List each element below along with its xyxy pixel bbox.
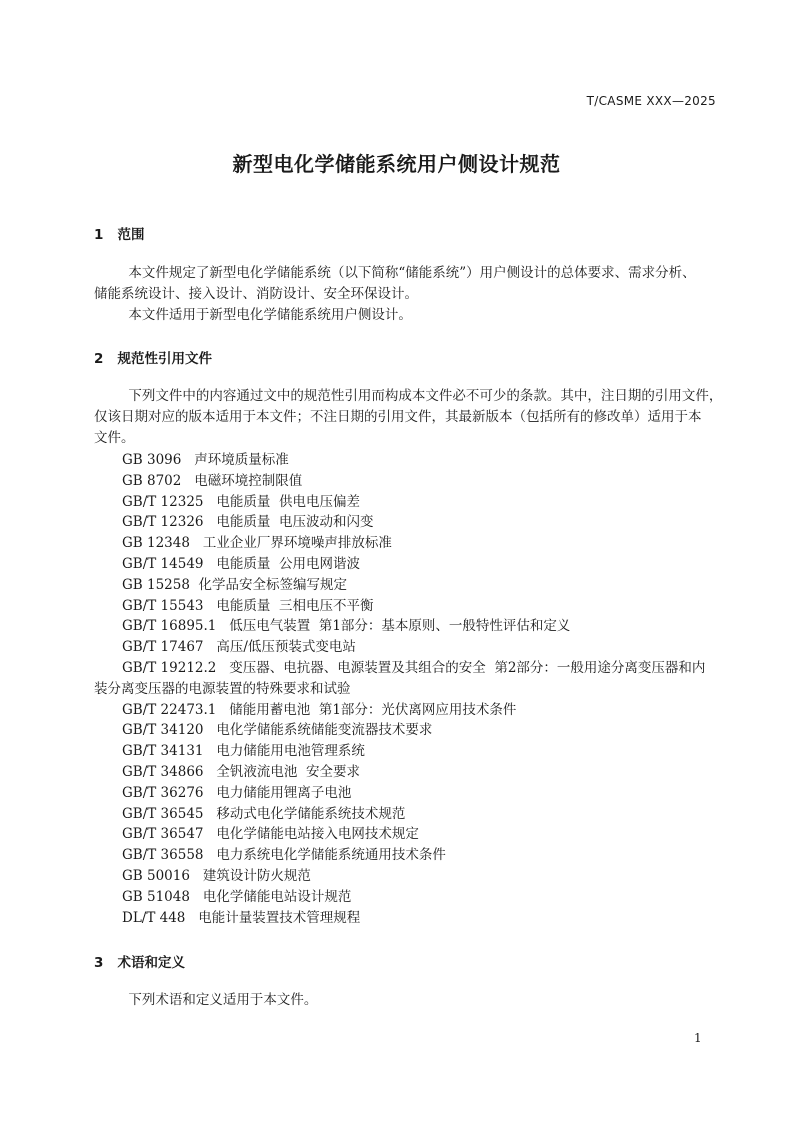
reference-item: GB/T 16895.1 低压电气装置 第1部分：基本原则、一般特性评估和定义 [122, 618, 571, 635]
reference-item: GB/T 34866 全钒液流电池 安全要求 [122, 763, 360, 780]
section-1-heading: 1 范围 [94, 227, 145, 243]
document-title: 新型电化学储能系统用户侧设计规范 [232, 152, 561, 176]
reference-item: GB/T 34120 电化学储能系统储能变流器技术要求 [122, 722, 433, 739]
reference-item: GB/T 22473.1 储能用蓄电池 第1部分：光伏离网应用技术条件 [122, 701, 517, 718]
reference-item: GB 8702 电磁环境控制限值 [122, 472, 303, 489]
reference-item: GB 15258 化学品安全标签编写规定 [122, 576, 348, 593]
page-number: 1 [694, 1031, 702, 1045]
reference-item: GB/T 12326 电能质量 电压波动和闪变 [122, 514, 374, 531]
scope-paragraph-1: 本文件规定了新型电化学储能系统（以下简称“储能系统”）用户侧设计的总体要求、需求分析、 储能系统设计、接入设计、消防设计、安全环保设计。 [94, 265, 696, 302]
reference-item: GB/T 14549 电能质量 公用电网谐波 [122, 555, 360, 572]
reference-list [94, 450, 717, 928]
terms-paragraph: 下列术语和定义适用于本文件。 [94, 992, 318, 1008]
reference-item: GB/T 17467 高压/低压预装式变电站 [122, 639, 356, 656]
reference-item: GB 50016 建筑设计防火规范 [122, 867, 311, 884]
normative-references-intro: 下列文件中的内容通过文中的规范性引用而构成本文件必不可少的条款。其中，注日期的引用文件， 仅该日期对应的版本适用于本文件；不注日期的引用文件，其最新版本（包括所有的修改单）适用于本 文件。 [94, 388, 723, 446]
section-3-heading: 3 术语和定义 [94, 955, 185, 971]
reference-item: GB/T 34131 电力储能用电池管理系统 [122, 743, 365, 760]
section-2-heading: 2 规范性引用文件 [94, 351, 212, 367]
reference-item: DL/T 448 电能计量装置技术管理规程 [122, 909, 361, 926]
reference-item: GB/T 36276 电力储能用锂离子电池 [122, 784, 352, 801]
reference-item: GB/T 19212.2 变压器、电抗器、电源装置及其组合的安全 第2部分：一般用途分离变压器和内 装分离变压器的电源装置的特殊要求和试验 [94, 659, 706, 697]
reference-item: GB 12348 工业企业厂界环境噪声排放标准 [122, 535, 392, 552]
reference-item: GB 51048 电化学储能电站设计规范 [122, 888, 352, 905]
reference-item: GB/T 15543 电能质量 三相电压不平衡 [122, 597, 374, 614]
document-code: T/CASME XXX—2025 [586, 94, 716, 108]
reference-item: GB 3096 声环境质量标准 [122, 452, 289, 468]
reference-item: GB/T 36545 移动式电化学储能系统技术规范 [122, 805, 406, 822]
reference-item: GB/T 36547 电化学储能电站接入电网技术规定 [122, 826, 419, 843]
reference-item: GB/T 12325 电能质量 供电电压偏差 [122, 493, 360, 510]
scope-paragraph-2: 本文件适用于新型电化学储能系统用户侧设计。 [94, 307, 412, 323]
reference-item: GB/T 36558 电力系统电化学储能系统通用技术条件 [122, 847, 446, 864]
